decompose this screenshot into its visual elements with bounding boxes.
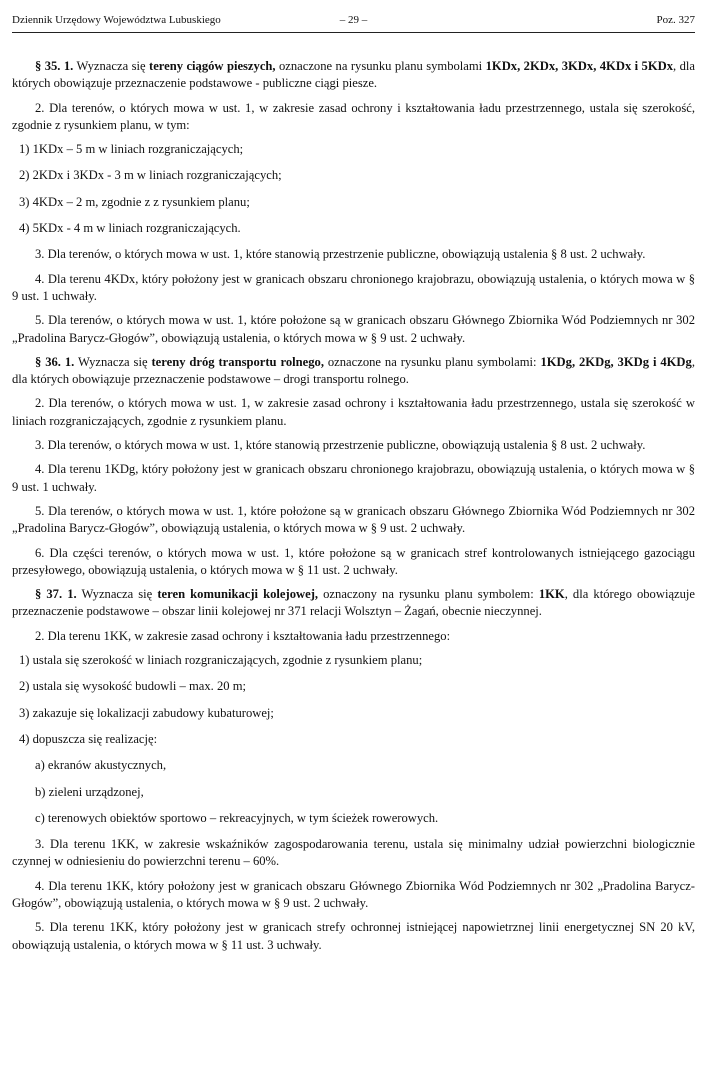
s35-item-1: 1) 1KDx – 5 m w liniach rozgraniczających;: [19, 142, 244, 157]
s36-paragraph-1: [12, 354, 695, 389]
s35-item-3: 3) 4KDx – 2 m, zgodnie z z rysunkiem planu;: [19, 194, 250, 209]
s36-p1-text-a: Wyznacza się: [74, 354, 152, 369]
s36-paragraph-2: 2. Dla terenów, o których mowa w ust. 1, w zakresie zasad ochrony i kształtowania ładu przestrzennego, ustala się szerokość w liniach rozgraniczających, zgodnie z rysunkiem planu.: [12, 396, 695, 428]
s35-item-4: 4) 5KDx - 4 m w liniach rozgraniczających.: [19, 221, 241, 236]
journal-title: Dziennik Urzędowy Województwa Lubuskiego: [12, 14, 221, 26]
s35-p1-text-a: Wyznacza się: [73, 59, 149, 73]
s37-p1-text-a: Wyznacza się: [76, 587, 158, 602]
s37-subitem-a: a) ekranów akustycznych,: [35, 758, 167, 773]
document-body: [12, 58, 695, 961]
s37-subitem-b: b) zieleni urządzonej,: [35, 784, 144, 799]
s36-paragraph-5: 5. Dla terenów, o których mowa w ust. 1, które położone są w granicach obszaru Głównego Zbiornika Wód Podziemnych nr 302 „Pradolina Barycz-Głogów”, obowiązują ustalenia, o których mowa w § 9 ust. 2 uchwały.: [12, 503, 695, 536]
s36-paragraph-3: 3. Dla terenów, o których mowa w ust. 1, które stanowią przestrzenie publiczne, obowiązują ustalenia § 8 ust. 2 uchwały.: [35, 438, 646, 453]
page-header: [12, 14, 695, 33]
s37-paragraph-4: 4. Dla terenu 1KK, który położony jest w granicach obszaru Głównego Zbiornika Wód Podziemnych nr 302 „Pradolina Barycz-Głogów”, obowiązują ustalenia, o których mowa w § 9 ust. 2 uchwały.: [12, 878, 695, 910]
s36-p1-text-c: oznaczone na rysunku planu symbolami:: [323, 354, 541, 369]
page-number: – 29 –: [339, 14, 368, 26]
s35-p1-text-e: , dla których obowiązuje przeznaczenie podstawowe - publiczne ciągi piesze.: [12, 59, 695, 91]
s35-paragraph-5: 5. Dla terenów, o których mowa w ust. 1, które położone są w granicach obszaru Głównego Zbiornika Wód Podziemnych nr 302 „Pradolina Barycz-Głogów”, obowiązują ustalenia, o których mowa w § 9 ust. 2 uchwały.: [12, 313, 695, 345]
s36-paragraph-4: 4. Dla terenu 1KDg, który położony jest w granicach obszaru chronionego krajobrazu, obowiązują ustalenia, o których mowa w § 9 ust. 1 uchwały.: [12, 462, 695, 494]
s37-item-3: 3) zakazuje się lokalizacji zabudowy kubaturowej;: [19, 705, 274, 720]
s36-lead: § 36. 1.: [35, 354, 75, 369]
s36-paragraph-6: 6. Dla części terenów, o których mowa w ust. 1, które położone są w granicach stref kontrolowanych istniejącego gazociągu przesyłowego, obowiązują ustalenia, o których mowa w § 11 ust. 2 uchwały.: [12, 545, 695, 577]
s37-p1-text-c: oznaczony na rysunku planu symbolem:: [318, 587, 539, 602]
s35-lead: § 35. 1.: [35, 59, 74, 73]
s35-p1-term: tereny ciągów pieszych,: [149, 59, 276, 73]
s35-item-2: 2) 2KDx i 3KDx - 3 m w liniach rozgraniczających;: [19, 168, 282, 183]
s36-p1-symbols: 1KDg, 2KDg, 3KDg i 4KDg: [540, 354, 692, 369]
s35-paragraph-1: [12, 58, 695, 93]
s37-item-1: 1) ustala się szerokość w liniach rozgraniczających, zgodnie z rysunkiem planu;: [19, 653, 423, 668]
s35-paragraph-3: 3. Dla terenów, o których mowa w ust. 1, które stanowią przestrzenie publiczne, obowiązują ustalenia § 8 ust. 2 uchwały.: [35, 247, 646, 262]
s37-item-2: 2) ustala się wysokość budowli – max. 20 m;: [19, 679, 247, 694]
s35-paragraph-4: 4. Dla terenu 4KDx, który położony jest w granicach obszaru chronionego krajobrazu, obowiązują ustalenia, o których mowa w § 9 ust. 1 uchwały.: [12, 271, 695, 303]
s35-paragraph-2: 2. Dla terenów, o których mowa w ust. 1, w zakresie zasad ochrony i kształtowania ładu przestrzennego, ustala się szerokość, zgodnie z rysunkiem planu, w tym:: [12, 100, 695, 132]
position-number: Poz. 327: [656, 14, 695, 26]
s36-p1-text-e: , dla których obowiązuje przeznaczenie podstawowe – drogi transportu rolnego.: [12, 354, 695, 387]
s35-p1-text-c: oznaczone na rysunku planu symbolami: [275, 59, 486, 73]
s37-item-4: 4) dopuszcza się realizację:: [19, 731, 158, 746]
s37-paragraph-5: 5. Dla terenu 1KK, który położony jest w granicach strefy ochronnej istniejącej napowietrznej linii energetycznej SN 20 kV, obowiązują ustalenia, o których mowa w § 11 ust. 3 uchwały.: [12, 920, 695, 952]
s37-paragraph-3: 3. Dla terenu 1KK, w zakresie wskaźników zagospodarowania terenu, ustala się minimalny udział powierzchni biologicznie czynnej w odniesieniu do powierzchni terenu – 60%.: [12, 837, 695, 869]
s37-subitem-c: c) terenowych obiektów sportowo – rekreacyjnych, w tym ścieżek rowerowych.: [35, 810, 439, 825]
s37-lead: § 37. 1.: [35, 587, 77, 602]
s35-p1-symbols: 1KDx, 2KDx, 3KDx, 4KDx i 5KDx: [485, 59, 674, 73]
s37-paragraph-1: [12, 586, 695, 621]
s37-p1-text-e: , dla którego obowiązuje przeznaczenie podstawowe – obszar linii kolejowej nr 371 relacji Wolsztyn – Żagań, obecnie nieczynnej.: [12, 587, 696, 619]
s37-p1-symbols: 1KK: [538, 587, 565, 602]
s37-paragraph-2: 2. Dla terenu 1KK, w zakresie zasad ochrony i kształtowania ładu przestrzennego:: [35, 628, 451, 643]
s36-p1-term: tereny dróg transportu rolnego,: [151, 354, 324, 369]
s37-p1-term: teren komunikacji kolejowej,: [157, 587, 319, 602]
